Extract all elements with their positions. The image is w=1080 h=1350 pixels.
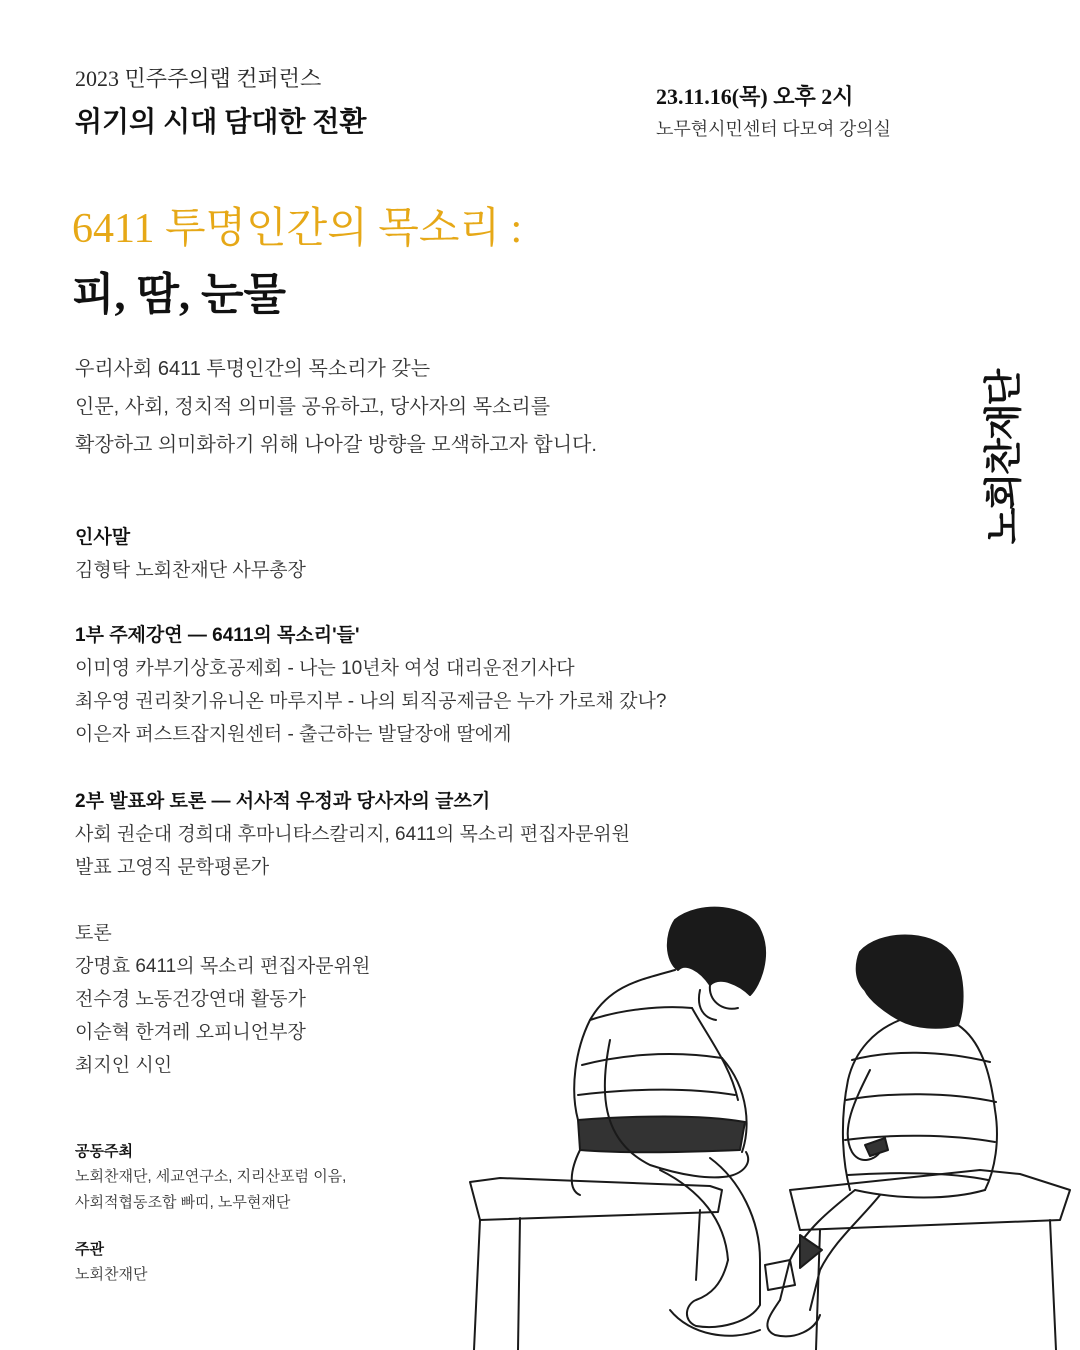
cohost-line: 노회찬재단, 세교연구소, 지리산포럼 이음, (75, 1168, 347, 1185)
main-title-line1: 6411 투명인간의 목소리 : (72, 206, 523, 252)
section-heading: 인사말 (75, 527, 131, 548)
section-heading: 2부 발표와 토론 ― 서사적 우정과 당사자의 글쓰기 (75, 791, 491, 812)
conference-name: 2023 민주주의랩 컨퍼런스 (75, 66, 322, 91)
organizer-heading: 주관 (75, 1241, 104, 1258)
logo-text: 노회찬재단 (983, 370, 1026, 545)
main-title-line2: 피, 땀, 눈물 (72, 270, 287, 319)
intro-line: 확장하고 의미화하기 위해 나아갈 방향을 모색하고자 합니다. (75, 434, 597, 456)
event-venue: 노무현시민센터 다모여 강의실 (656, 119, 892, 139)
speaker-line: 발표 고영직 문학평론가 (75, 857, 270, 878)
intro-line: 인문, 사회, 정치적 의미를 공유하고, 당사자의 목소리를 (75, 396, 551, 418)
section-heading: 토론 (75, 923, 112, 944)
speaker-line: 최지인 시인 (75, 1055, 173, 1076)
speaker-line: 이은자 퍼스트잡지원센터 - 출근하는 발달장애 딸에게 (75, 724, 512, 745)
section-heading: 1부 주제강연 ― 6411의 목소리'들' (75, 625, 360, 646)
organizer-name: 노회찬재단 (75, 1266, 148, 1283)
footer-credits (75, 1140, 346, 1288)
speaker-line: 김형탁 노회찬재단 사무총장 (75, 560, 306, 581)
speaker-line: 최우영 권리찾기유니온 마루지부 - 나의 퇴직공제금은 누가 가로채 갔나? (75, 691, 667, 712)
speaker-line: 사회 권순대 경희대 후마니타스칼리지, 6411의 목소리 편집자문위원 (75, 824, 631, 845)
foundation-logo (980, 365, 1026, 550)
section-discussion (75, 917, 370, 1082)
conference-subtitle: 위기의 시대 담대한 전환 (75, 107, 367, 138)
section-part2 (75, 786, 630, 884)
section-greeting (75, 522, 306, 587)
speaker-line: 강명효 6411의 목소리 편집자문위원 (75, 956, 371, 977)
section-part1 (75, 620, 666, 751)
speaker-line: 전수경 노동건강연대 활동가 (75, 989, 306, 1010)
intro-paragraph (75, 350, 715, 464)
speaker-line: 이순혁 한겨레 오피니언부장 (75, 1022, 306, 1043)
event-date: 23.11.16(목) 오후 2시 (656, 84, 854, 109)
speaker-line: 이미영 카부기상호공제회 - 나는 10년차 여성 대리운전기사다 (75, 658, 575, 679)
intro-line: 우리사회 6411 투명인간의 목소리가 갖는 (75, 358, 431, 380)
cohost-heading: 공동주최 (75, 1143, 133, 1160)
two-people-sitting-drawing-icon (460, 890, 1080, 1350)
cohost-line: 사회적협동조합 빠띠, 노무현재단 (75, 1194, 291, 1211)
